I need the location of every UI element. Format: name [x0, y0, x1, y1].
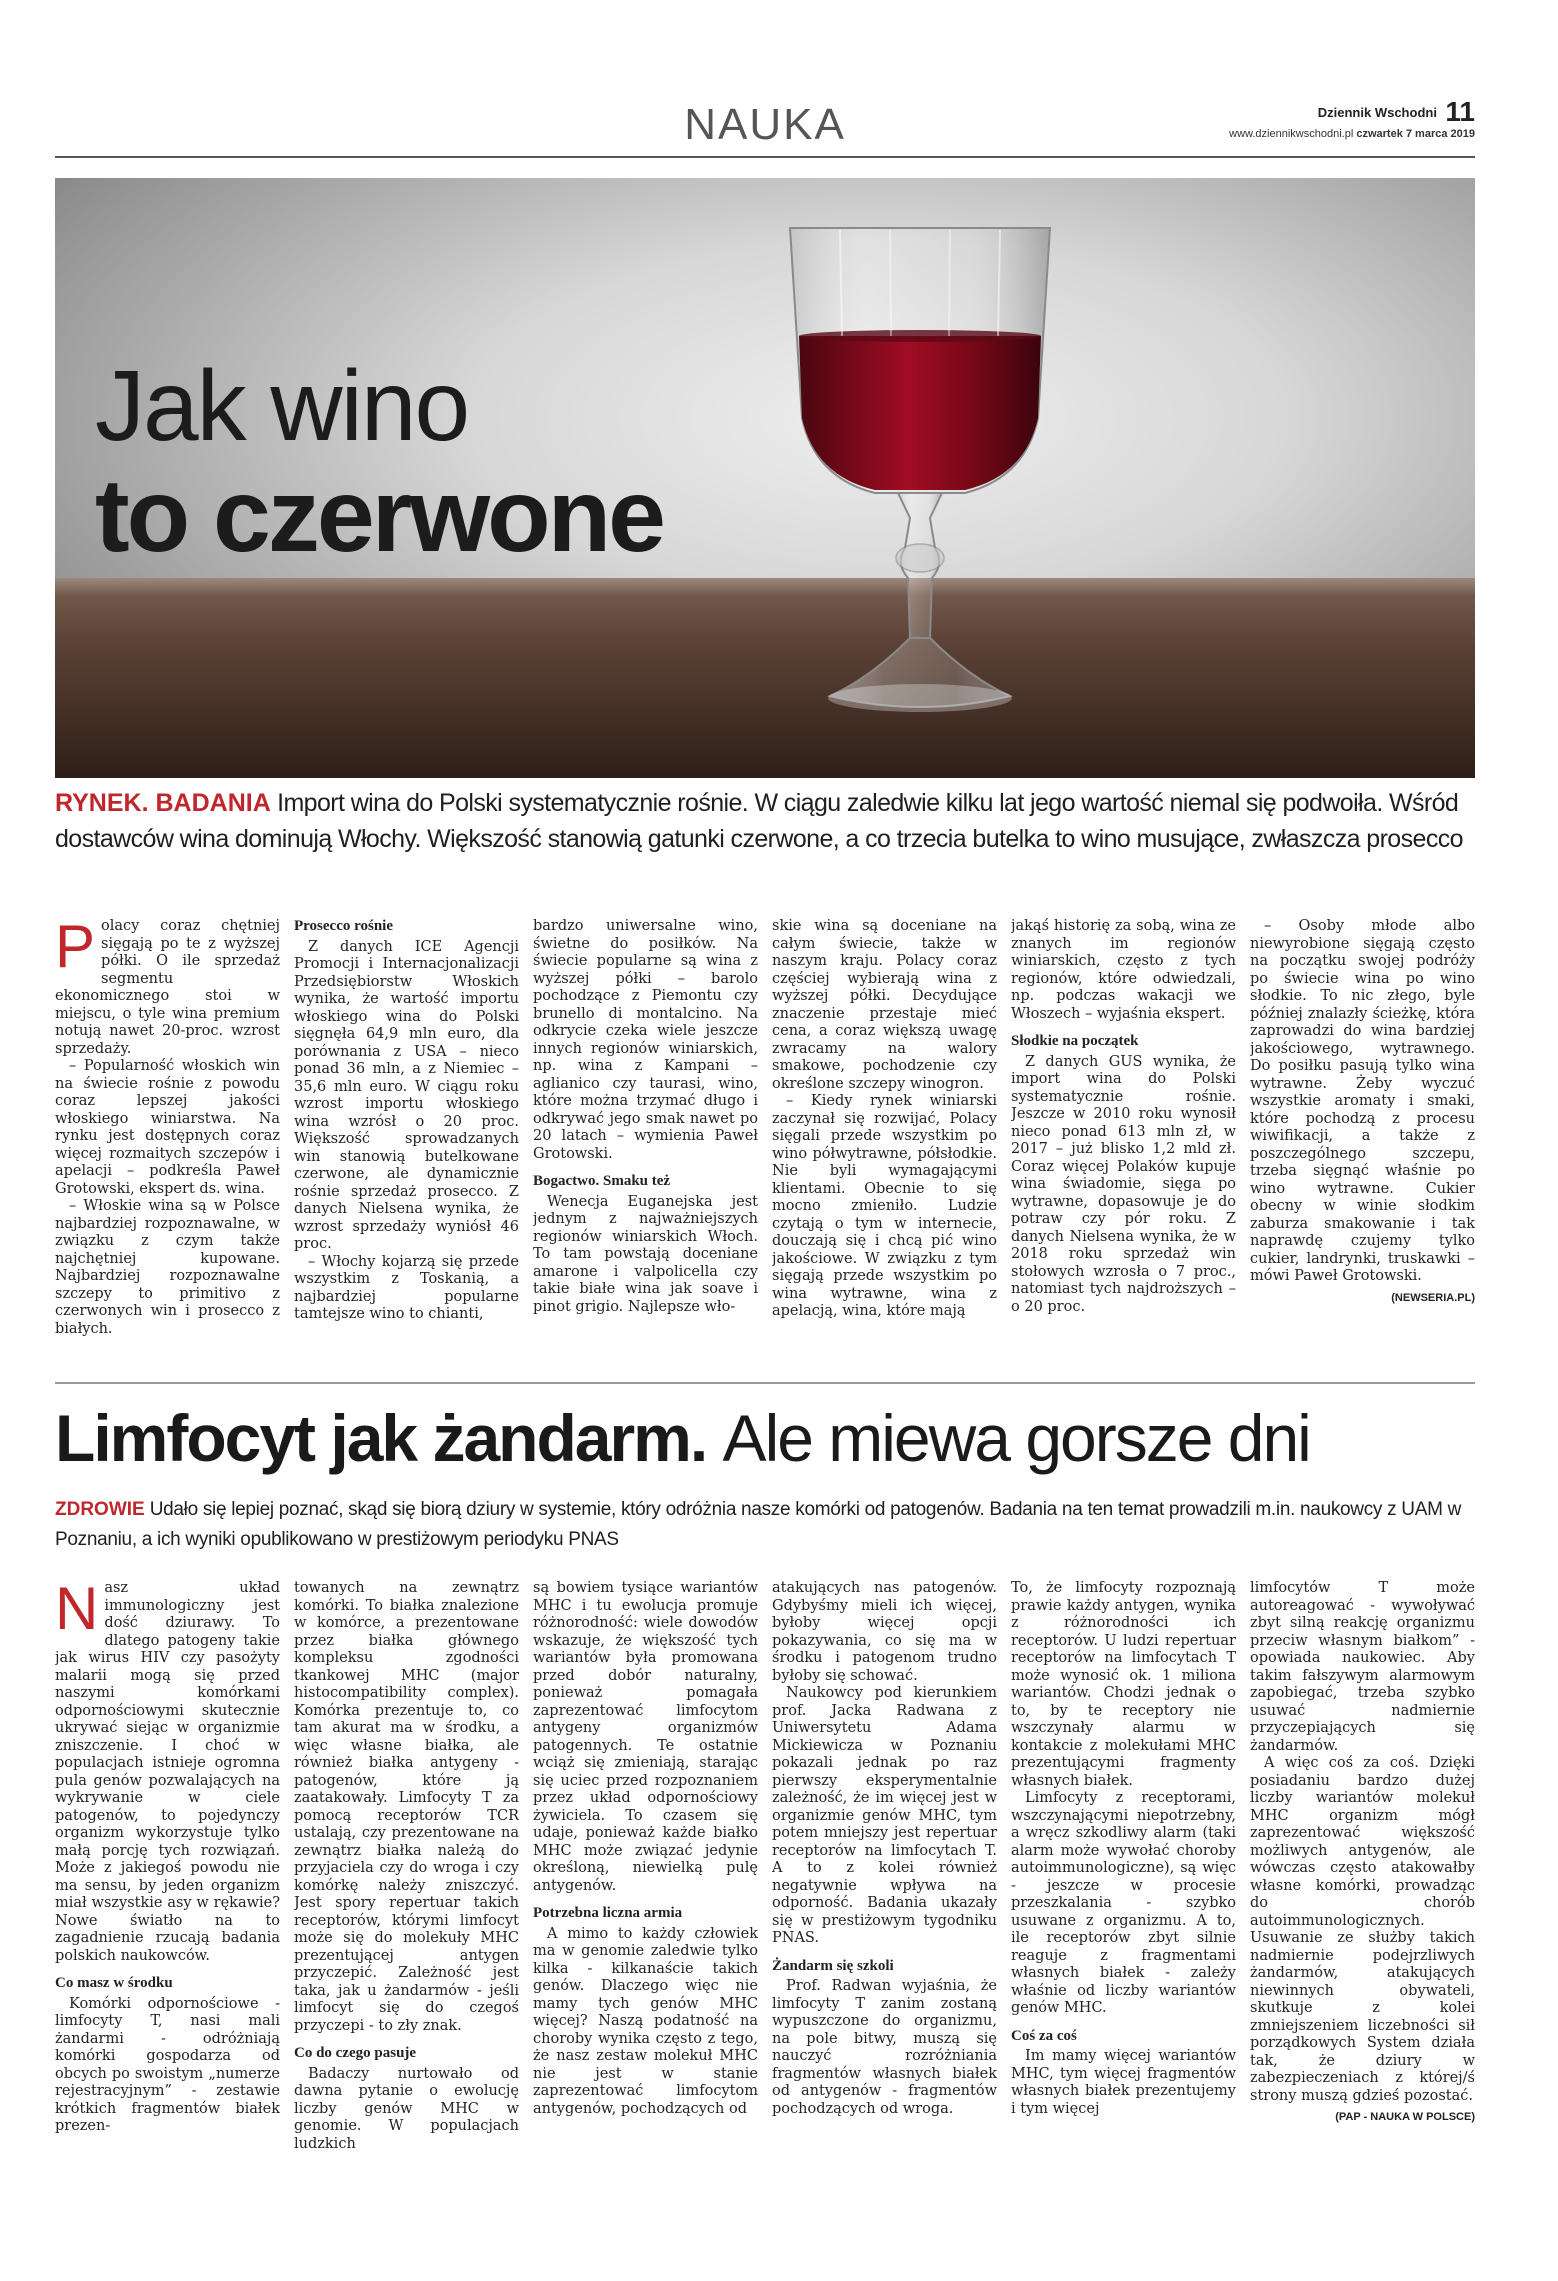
section-title: NAUKA	[684, 100, 846, 149]
paragraph: Z danych ICE Agencji Promocji i Internacjonalizacji Przedsiębiorstw Włoskich wynika, że wartość importu włoskiego wina do Polski sięgnęła 64,9 mln euro, dla porównania z USA – nieco ponad 36 mln, a z Niemiec – 35,6 mln euro. W ciągu roku wzrost importu włoskiego wina wzrósł o 20 proc. Większość sprowadzanych win stanowią butelkowane czerwone, ale dynamicznie rośnie sprzedaż prosecco. Z danych Nielsena wynika, że wzrost sprzedaży wyniósł 46 proc.	[294, 938, 519, 1252]
issue-date: czwartek 7 marca 2019	[1356, 128, 1475, 140]
paragraph: skie wina są doceniane na całym świecie, także w naszym kraju. Polacy coraz częściej wybierają wina z wyższej półki. Decydujące znaczenie przestaje mieć cena, a coraz większą uwagę zwracamy na walory smakowe, pochodzenie czy określone szczepy winogron.	[772, 918, 997, 1092]
paragraph: – Popularność włoskich win na świecie rośnie z powodu coraz lepszej jakości włoskiego winiarstwa. Na rynku jest dostępnych coraz więcej rozmaitych szczepów i apelacji – podkreśla Paweł Grotowski, ekspert ds. wina.	[55, 1058, 280, 1197]
article2-headline	[55, 1398, 1475, 1478]
article2-column-5	[1011, 1580, 1236, 2270]
article1-source: (NEWSERIA.PL)	[1391, 1291, 1475, 1304]
subheading: Słodkie na początek	[1011, 1033, 1139, 1049]
article1-column-3	[533, 918, 758, 1368]
paragraph: limfocytów T może autoreagować - wywoływać zbyt silną reakcję organizmu przeciw własnym białkom” - opowiada naukowiec. Aby takim fałszywym alarmowym zapobiegać, trzeba szybko usuwać nadmiernie przyczepiających się żandarmów.	[1250, 1580, 1475, 1754]
paragraph: towanych na zewnątrz komórki. To białka znalezione w komórce, a prezentowane przez białka głównego kompleksu zgodności tkankowej MHC (major histocompatibility complex). Komórka prezentuje to, co tam akurat ma w środku, a więc własne białka, ale również białka antygeny - patogenów, które ją zaatakowały. Limfocyty T za pomocą receptorów TCR ustalają, czy prezentowane na zewnątrz białka należą do przyjaciela czy do wroga i czy komórkę należy zniszczyć. Jest spory repertuar takich receptorów, którymi limfocyt może się do molekuły MHC prezentującej antygen przyczepić. Zależność jest taka, jak u żandarmów - jeśli limfocyt się do czegoś przyczepi - to zły znak.	[294, 1580, 519, 2034]
article2-column-6	[1250, 1580, 1475, 2270]
subheading: Prosecco rośnie	[294, 918, 394, 934]
article1-title	[95, 350, 663, 574]
paragraph: – Włochy kojarzą się przede wszystkim z Toskanią, a najbardziej popularne tamtejsze wino to chianti,	[294, 1253, 519, 1322]
website[interactable]: www.dziennikwschodni.pl	[1229, 128, 1354, 140]
page-header	[55, 96, 1475, 156]
article2-column-4	[772, 1580, 997, 2270]
dropcap: N	[55, 1580, 99, 1642]
paragraph: Nasz układ immunologiczny jest dość dziurawy. To dlatego patogeny takie jak wirus HIV czy pasożyty malarii mogą się przed naszymi komórkami odpornościowymi skutecznie ukrywać siejąc w organizmie zniszczenie. I choć w populacjach istnieje ogromna pula genów pozwalających na wykrywanie w ciele patogenów, to pojedynczy organizm wykorzystuje tylko małą porcję tych rozwiązań. Może z jakiegoś powodu nie ma sensu, by jeden organizm miał wszystkie asy w rękawie? Nowe światło na to zagadnienie rzucają badania polskich naukowców.	[55, 1580, 280, 1964]
dropcap: P	[55, 918, 96, 980]
subheading: Potrzebna liczna armia	[533, 1905, 683, 1921]
paper-name: Dziennik Wschodni	[1317, 105, 1437, 120]
paragraph: Prof. Radwan wyjaśnia, że limfocyty T zanim zostaną wypuszczone do organizmu, na pole bitwy, muszą się nauczyć rozróżniania fragmentów własnych białek od antygenów - fragmentów pochodzących od wroga.	[772, 1978, 997, 2117]
wooden-table	[55, 578, 1475, 778]
header-rule	[55, 156, 1475, 158]
article1-body	[55, 918, 1475, 1368]
article1-lead	[55, 785, 1475, 857]
page-number: 11	[1445, 96, 1475, 127]
paragraph: A mimo to każdy człowiek ma w genomie zaledwie tylko kilka - kilkanaście takich genów. Dlaczego więc nie mamy tych genów MHC więcej? Naszą podatność na choroby wynika często z tego, że nasz zestaw molekuł MHC nie jest w stanie zaprezentować limfocytom antygenów, pochodzących od	[533, 1925, 758, 2117]
article2-column-3	[533, 1580, 758, 2270]
paragraph: Z danych GUS wynika, że import wina do Polski systematycznie rośnie. Jeszcze w 2010 roku wynosił nieco ponad 613 mln zł, w 2017 – już blisko 1,2 mld zł. Coraz więcej Polaków kupuje wina świadomie, sięga po wytrawne, dopasowuje je do potraw czy pór roku. Z danych Nielsena wynika, że w 2018 roku sprzedaż win stołowych wzrosła o 7 proc., natomiast tych najdroższych – o 20 proc.	[1011, 1053, 1236, 1315]
article2-body	[55, 1580, 1475, 2270]
article2-column-1	[55, 1580, 280, 2270]
article2-headline-light: Ale miewa gorsze dni	[722, 1401, 1310, 1475]
paragraph: bardzo uniwersalne wino, świetne do posiłków. Na świecie popularne są wina z wyższej półki – barolo pochodzące z Piemontu czy brunello di montalcino. Na odkrycie czeka wiele jeszcze innych regionów winiarskich, np. wina z Kampani – aglianico czy taurasi, wino, które można trzymać długo i odkrywać jego smak nawet po 20 latach – wymienia Paweł Grotowski.	[533, 918, 758, 1162]
masthead	[1229, 96, 1475, 140]
paragraph: To, że limfocyty rozpoznają prawie każdy antygen, wynika z różnorodności ich receptorów. U ludzi repertuar receptorów na limfocytach T może wynosić ok. 1 miliona wariantów. Chodzi jednak o to, by te receptory nie wszczynały alarmu w kontakcie z molekułami MHC prezentującymi fragmenty własnych białek.	[1011, 1580, 1236, 1789]
paragraph: – Kiedy rynek winiarski zaczynał się rozwijać, Polacy sięgali przede wszystkim po wino półwytrawne, półsłodkie. Nie byli wymagającymi klientami. Obecnie to się mocno zmieniło. Ludzie czytają o tym w internecie, douczają się i chcą pić wino jakościowe. W związku z tym sięgają przede wszystkim po wina wytrawne, wina z apelacją, wina, które mają	[772, 1093, 997, 1319]
article1-column-6	[1250, 918, 1475, 1368]
paragraph: Limfocyty z receptorami, wszczynającymi niepotrzebny, a wręcz szkodliwy alarm (taki alarm może wywołać choroby autoimmunologiczne), są więc - jeszcze w procesie przeszkalania - szybko usuwane z organizmu. A to, ile receptorów zbyt silnie reaguje z fragmentami własnych białek - zależy właśnie od liczby wariantów genów MHC.	[1011, 1790, 1236, 2016]
subheading: Co masz w środku	[55, 1975, 173, 1991]
article2-kicker: ZDROWIE	[55, 1499, 145, 1520]
article2-column-2	[294, 1580, 519, 2270]
article1-title-line1: Jak wino	[95, 350, 469, 462]
paragraph: – Włoskie wina są w Polsce najbardziej rozpoznawalne, w związku z czym także najchętniej kupowane. Najbardziej rozpoznawalne szczepy to primitivo z czerwonych win i prosecco z białych.	[55, 1198, 280, 1337]
article-divider	[55, 1382, 1475, 1384]
article1-title-line2: to czerwone	[95, 458, 663, 574]
article1-kicker: RYNEK. BADANIA	[55, 789, 271, 817]
article1-column-1	[55, 918, 280, 1368]
subheading: Co do czego pasuje	[294, 2045, 417, 2061]
paragraph: Wenecja Euganejska jest jednym z najważniejszych regionów winiarskich Włoch. To tam powstają doceniane amarone i valpolicella czy takie białe wina jak soave i pinot grigio. Najlepsze wło-	[533, 1193, 758, 1315]
wine-glass-illustration	[770, 218, 1070, 738]
paragraph: Im mamy więcej wariantów MHC, tym więcej fragmentów własnych białek prezentujemy i tym więcej	[1011, 2048, 1236, 2117]
subheading: Coś za coś	[1011, 2027, 1077, 2044]
subheading: Żandarm się szkoli	[772, 1957, 894, 1974]
article2-lead-text: Udało się lepiej poznać, skąd się biorą dziury w systemie, który odróżnia nasze komórki od patogenów. Badania na ten temat prowadzili m.in. naukowcy z UAM w Poznaniu, a ich wyniki opublikowano w prestiżowym periodyku PNAS	[55, 1499, 1462, 1550]
paragraph: są bowiem tysiące wariantów MHC i tu ewolucja promuje różnorodność: wiele dowodów wskazuje, że większość tych wariantów była promowana przed dobór naturalny, ponieważ pomagała zaprezentować limfocytom antygeny organizmów patogennych. Te ostatnie wciąż się zmieniają, starając się uciec przed rozpoznaniem przez układ odpornościowy żywiciela. To czasem się udaje, ponieważ każde białko MHC może związać jedynie określoną, niewielką pulę antygenów.	[533, 1580, 758, 1894]
article1-column-2	[294, 918, 519, 1368]
article1-column-5	[1011, 918, 1236, 1368]
article2-source: (PAP - NAUKA W POLSCE)	[1335, 2111, 1475, 2123]
paragraph: A więc coś za coś. Dzięki posiadaniu bardzo dużej liczby wariantów molekuł MHC organizm mógł zaprezentować większość możliwych antygenów, ale wówczas często atakowałby własne komórki, prowadząc do chorób autoimmunologicznych. Usuwanie ze służby takich nadmiernie podejrzliwych żandarmów, atakujących niewinnych obywateli, skutkuje z kolei zmniejszeniem liczebności sił porządkowych System działa tak, że dziury w zabezpieczeniach z której/ś strony muszą gdzieś pozostać.	[1250, 1755, 1475, 2104]
hero-photo	[55, 178, 1475, 778]
subheading: Bogactwo. Smaku też	[533, 1173, 671, 1189]
article2-lead	[55, 1495, 1475, 1555]
article1-lead-text: Import wina do Polski systematycznie rośnie. W ciągu zaledwie kilku lat jego wartość niemal się podwoiła. Wśród dostawców wina dominują Włochy. Większość stanowią gatunki czerwone, a co trzecia butelka to wino musujące, zwłaszcza prosecco	[55, 789, 1463, 853]
paragraph: jakąś historię za sobą, wina ze znanych im regionów winiarskich, często z tych regionów, które odwiedzali, np. podczas wakacji we Włoszech – wyjaśnia ekspert.	[1011, 918, 1236, 1022]
paragraph: Badaczy nurtowało od dawna pytanie o ewolucję liczby genów MHC w genomie. W populacjach ludzkich	[294, 2065, 519, 2152]
paragraph: – Osoby młode albo niewyrobione sięgają często na początku swojej podróży po świecie wina po wino słodkie. To nic złego, byle później znalazły ścieżkę, która zaprowadzi do wina bardziej jakościowego, wytrawnego. Do posiłku pasują tylko wina wytrawne. Żeby wyczuć wszystkie aromaty i smaki, które pochodzą z procesu wiwifikacji, a także z poszczególnego szczepu, trzeba sięgnąć właśnie po wino wytrawne. Cukier obecny w winie słodkim zaburza smakowanie i tak naprawdę czujemy tylko cukier, landrynki, truskawki – mówi Paweł Grotowski.	[1250, 918, 1475, 1284]
article1-column-4	[772, 918, 997, 1368]
paragraph: Komórki odpornościowe - limfocyty T, nasi mali żandarmi - odróżniają komórki gospodarza od obcych po swoistym „numerze rejestracyjnym” - zestawie krótkich fragmentów białek prezen-	[55, 1995, 280, 2134]
article2-headline-bold: Limfocyt jak żandarm.	[55, 1401, 707, 1475]
paragraph: Polacy coraz chętniej sięgają po te z wyższej półki. O ile sprzedaż segmentu ekonomicznego stoi w miejscu, o tyle wina premium notują nawet 20-proc. wzrost sprzedaży.	[55, 918, 280, 1057]
paragraph: Naukowcy pod kierunkiem prof. Jacka Radwana z Uniwersytetu Adama Mickiewicza w Poznaniu pokazali jednak po raz pierwszy eksperymentalnie zależność, że im więcej jest w organizmie genów MHC, tym potem mniejszy jest repertuar receptorów na limfocytach T. A to z kolei również negatywnie wpływa na odporność. Badania ukazały się w prestiżowym tygodniku PNAS.	[772, 1685, 997, 1946]
paragraph: atakujących nas patogenów. Gdybyśmy mieli ich więcej, byłoby więcej opcji pokazywania, co się ma w środku i patogenom trudno byłoby się schować.	[772, 1580, 997, 1684]
